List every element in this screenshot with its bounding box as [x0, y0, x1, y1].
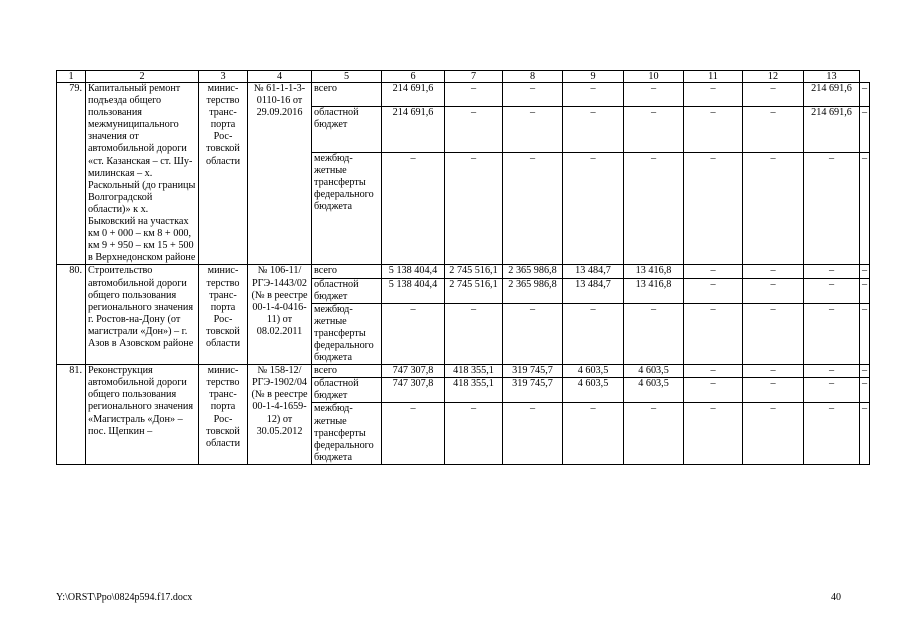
amount-cell: –	[804, 278, 860, 303]
table-row	[57, 83, 870, 107]
amount-cell: 2 745 516,1	[445, 265, 503, 278]
column-number: 7	[445, 71, 503, 83]
table-row	[57, 365, 870, 378]
amount-cell: –	[503, 83, 563, 107]
amount-cell: –	[684, 152, 743, 264]
column-number: 1	[57, 71, 86, 83]
amount-cell: 2 365 986,8	[503, 278, 563, 303]
amount-cell: 4 603,5	[563, 378, 624, 403]
amount-cell: 214 691,6	[804, 106, 860, 152]
amount-cell: –	[445, 403, 503, 464]
funding-source: межбюджетные трансферты федерального бюджета	[312, 403, 382, 464]
amount-cell: 13 484,7	[563, 278, 624, 303]
amount-cell: –	[684, 83, 743, 107]
funding-source: областной бюджет	[312, 106, 382, 152]
footer-page-number: 40	[831, 592, 841, 603]
amount-cell: 2 365 986,8	[503, 265, 563, 278]
amount-cell: –	[563, 83, 624, 107]
funding-source: межбюджетные трансферты федерального бюджета	[312, 303, 382, 364]
funding-source: межбюджетные трансферты федерального бюджета	[312, 152, 382, 264]
column-number: 2	[86, 71, 199, 83]
column-number: 13	[804, 71, 860, 83]
amount-cell: –	[382, 152, 445, 264]
amount-cell: –	[743, 83, 804, 107]
amount-cell: –	[684, 378, 743, 403]
table-row	[57, 265, 870, 278]
responsible-org: министерство транспорта Ростовской области	[199, 265, 248, 365]
document-reference: № 61-1-1-3-0110-16 от 29.09.2016	[248, 83, 312, 265]
amount-cell: –	[804, 303, 860, 364]
amount-cell: –	[804, 265, 860, 278]
amount-cell: –	[743, 265, 804, 278]
amount-cell: –	[503, 152, 563, 264]
budget-table	[56, 70, 870, 465]
amount-cell: –	[503, 403, 563, 464]
amount-cell: –	[743, 303, 804, 364]
footer-file-path: Y:\ORST\Ppo\0824p594.f17.docx	[56, 592, 193, 603]
amount-cell: 13 416,8	[624, 278, 684, 303]
responsible-org: министерство транспорта Ростовской области	[199, 365, 248, 465]
amount-cell: –	[804, 378, 860, 403]
table-header-row	[57, 71, 870, 83]
funding-source: всего	[312, 83, 382, 107]
amount-cell: –	[743, 278, 804, 303]
amount-cell: –	[684, 106, 743, 152]
amount-cell: –	[860, 106, 870, 152]
amount-cell: 5 138 404,4	[382, 278, 445, 303]
amount-cell: 214 691,6	[804, 83, 860, 107]
amount-cell: 747 307,8	[382, 365, 445, 378]
amount-cell: –	[684, 278, 743, 303]
amount-cell: –	[563, 152, 624, 264]
amount-cell: –	[743, 152, 804, 264]
column-number: 10	[624, 71, 684, 83]
amount-cell: –	[860, 152, 870, 264]
column-number: 8	[503, 71, 563, 83]
amount-cell: –	[804, 152, 860, 264]
document-reference: № 158-12/РГЭ-1902/04 (№ в реестре 00-1-4-1659-12) от 30.05.2012	[248, 365, 312, 465]
amount-cell: –	[860, 278, 870, 303]
amount-cell: –	[860, 365, 870, 378]
amount-cell: –	[860, 83, 870, 107]
amount-cell: –	[382, 403, 445, 464]
amount-cell: –	[743, 365, 804, 378]
amount-cell: –	[804, 365, 860, 378]
object-name: Капитальный ремонт подъезда общего пользования межмуниципального значения от автомобильной дороги «ст. Казанская – ст. Шумилинская – х. Раскольный (до границы Волгоградской области)» к х. Быковский на участках км 0 + 000 – км 8 + 000, км 9 + 950 – км 15 + 500 в Верхнедонском районе	[86, 83, 199, 265]
amount-cell: –	[624, 83, 684, 107]
column-number: 6	[382, 71, 445, 83]
column-number: 3	[199, 71, 248, 83]
funding-source: всего	[312, 365, 382, 378]
amount-cell: –	[684, 365, 743, 378]
amount-cell: –	[445, 152, 503, 264]
amount-cell: –	[743, 106, 804, 152]
amount-cell: –	[860, 265, 870, 278]
amount-cell: –	[860, 403, 870, 464]
amount-cell: –	[624, 106, 684, 152]
funding-source: областной бюджет	[312, 278, 382, 303]
amount-cell: 4 603,5	[624, 378, 684, 403]
amount-cell: 5 138 404,4	[382, 265, 445, 278]
amount-cell: –	[684, 303, 743, 364]
amount-cell: –	[563, 403, 624, 464]
object-name: Реконструкция автомобильной дороги общего пользования регионального значения «Магистраль «Дон» – пос. Щепкин –	[86, 365, 199, 465]
row-number: 81.	[57, 365, 86, 465]
row-number: 80.	[57, 265, 86, 365]
amount-cell: 214 691,6	[382, 83, 445, 107]
amount-cell: –	[503, 303, 563, 364]
amount-cell: –	[804, 403, 860, 464]
amount-cell: –	[743, 378, 804, 403]
responsible-org: министерство транспорта Ростовской области	[199, 83, 248, 265]
amount-cell: –	[860, 303, 870, 364]
amount-cell: –	[503, 106, 563, 152]
amount-cell: –	[382, 303, 445, 364]
amount-cell: –	[624, 152, 684, 264]
amount-cell: –	[860, 378, 870, 403]
amount-cell: –	[563, 303, 624, 364]
column-number: 12	[743, 71, 804, 83]
amount-cell: 2 745 516,1	[445, 278, 503, 303]
amount-cell: –	[445, 303, 503, 364]
amount-cell: 747 307,8	[382, 378, 445, 403]
amount-cell: 13 484,7	[563, 265, 624, 278]
amount-cell: –	[445, 83, 503, 107]
amount-cell: 418 355,1	[445, 378, 503, 403]
amount-cell: –	[563, 106, 624, 152]
amount-cell: –	[445, 106, 503, 152]
amount-cell: 4 603,5	[563, 365, 624, 378]
funding-source: всего	[312, 265, 382, 278]
amount-cell: –	[684, 403, 743, 464]
document-reference: № 106-11/РГЭ-1443/02 (№ в реестре 00-1-4-0416-11) от 08.02.2011	[248, 265, 312, 365]
amount-cell: –	[624, 403, 684, 464]
column-number: 11	[684, 71, 743, 83]
amount-cell: 319 745,7	[503, 378, 563, 403]
amount-cell: 13 416,8	[624, 265, 684, 278]
amount-cell: 418 355,1	[445, 365, 503, 378]
object-name: Строительство автомобильной дороги общего пользования регионального значения г. Ростов-на-Дону (от магистрали «Дон») – г. Азов в Азовском районе	[86, 265, 199, 365]
column-number: 4	[248, 71, 312, 83]
column-number: 5	[312, 71, 382, 83]
column-number: 9	[563, 71, 624, 83]
amount-cell: –	[743, 403, 804, 464]
funding-source: областной бюджет	[312, 378, 382, 403]
amount-cell: –	[684, 265, 743, 278]
amount-cell: 4 603,5	[624, 365, 684, 378]
amount-cell: 214 691,6	[382, 106, 445, 152]
amount-cell: –	[624, 303, 684, 364]
amount-cell: 319 745,7	[503, 365, 563, 378]
row-number: 79.	[57, 83, 86, 265]
